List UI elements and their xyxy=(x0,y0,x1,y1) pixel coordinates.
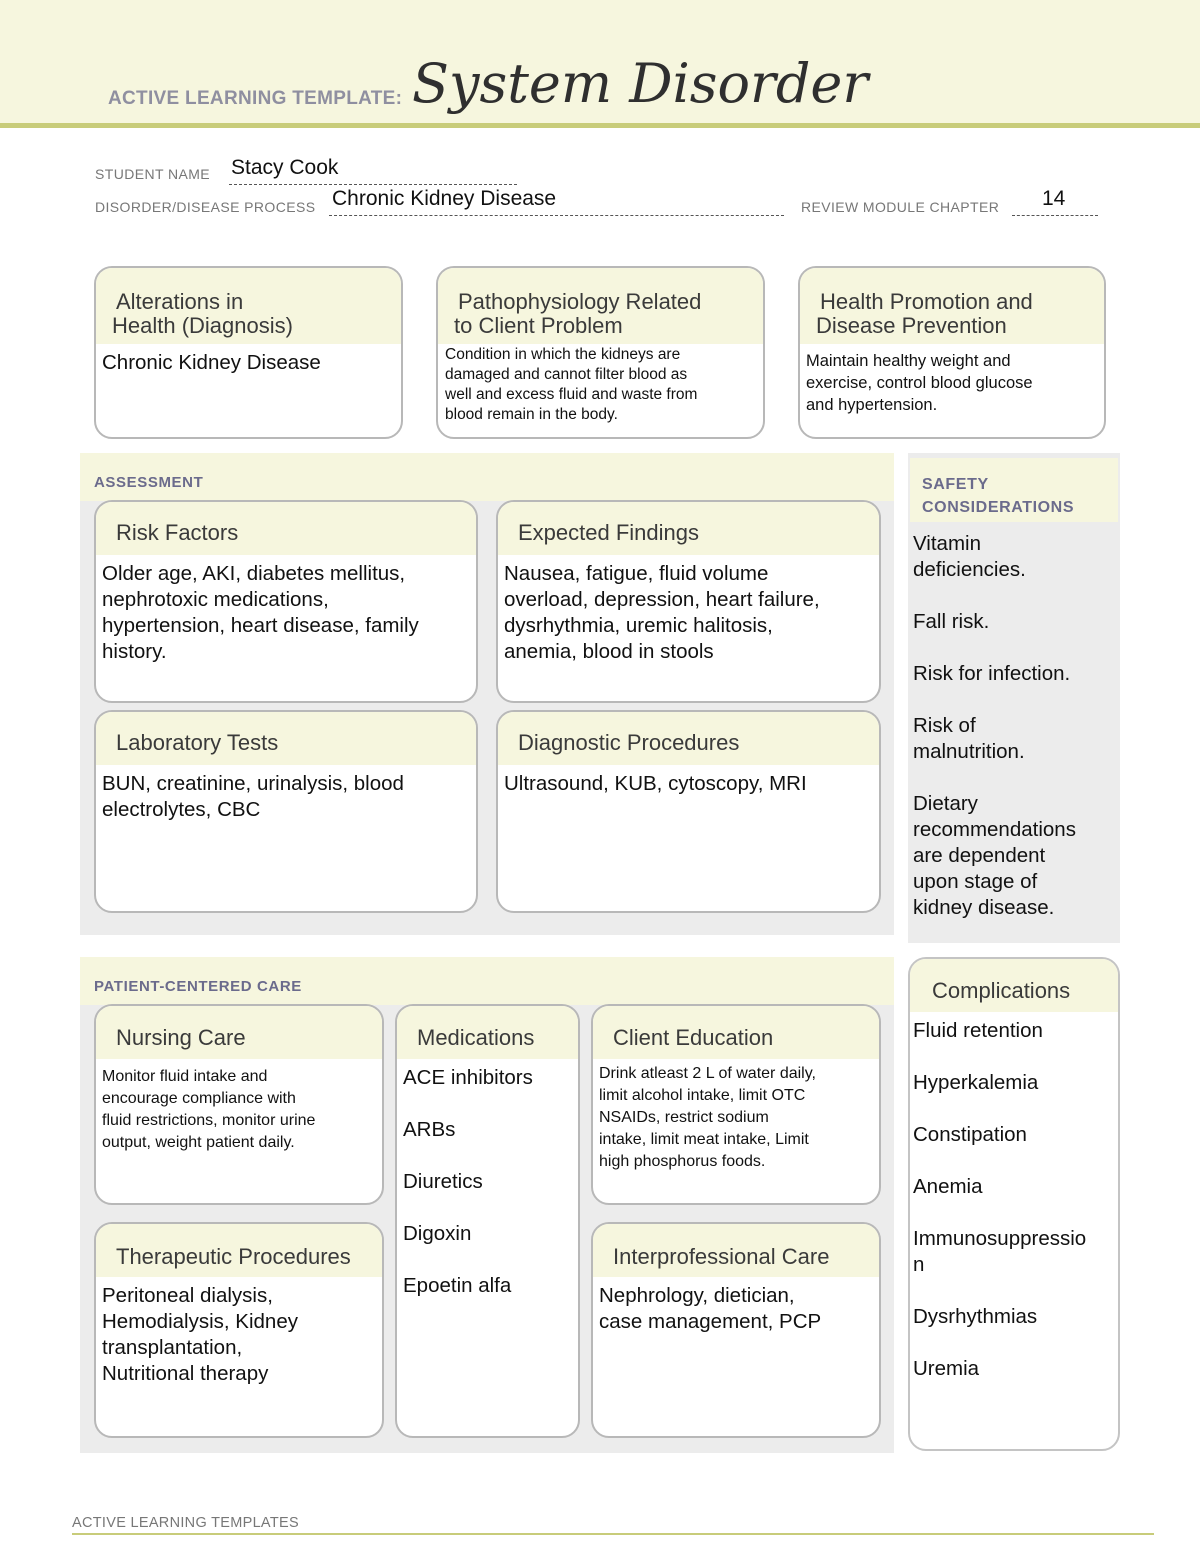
safety-item: kidney disease. xyxy=(913,896,1055,919)
alterations-title xyxy=(96,268,401,344)
therapeutic-procedures-body[interactable] xyxy=(96,1277,382,1387)
body-line: Monitor fluid intake and xyxy=(102,1068,268,1085)
risk-factors-box xyxy=(94,500,478,703)
therapeutic-procedures-box xyxy=(94,1222,384,1438)
body-line: Drink atleast 2 L of water daily, xyxy=(599,1065,816,1082)
chapter-value[interactable]: 14 xyxy=(1042,187,1066,210)
nursing-care-body[interactable] xyxy=(96,1059,382,1154)
safety-item: malnutrition. xyxy=(913,740,1025,763)
body-line: Nausea, fatigue, fluid volume xyxy=(504,562,769,585)
pathophysiology-title-line: Pathophysiology Related xyxy=(458,289,702,314)
body-line: Hemodialysis, Kidney xyxy=(102,1310,298,1333)
body-line: limit alcohol intake, limit OTC xyxy=(599,1087,806,1104)
health-promotion-box xyxy=(798,266,1106,439)
medications-box xyxy=(395,1004,580,1438)
health-promotion-body[interactable] xyxy=(800,344,1104,416)
body-line: overload, depression, heart failure, xyxy=(504,588,820,611)
complication-item: Anemia xyxy=(913,1175,983,1198)
safety-body[interactable] xyxy=(913,531,1113,921)
pathophysiology-title xyxy=(438,268,763,344)
body-line: nephrotoxic medications, xyxy=(102,588,329,611)
template-label: ACTIVE LEARNING TEMPLATE: xyxy=(108,88,403,109)
medications-title: Medications xyxy=(397,1006,578,1059)
safety-title-line: CONSIDERATIONS xyxy=(922,499,1075,516)
student-name-value[interactable]: Stacy Cook xyxy=(231,156,339,179)
body-line: and hypertension. xyxy=(806,396,938,414)
complication-item: Hyperkalemia xyxy=(913,1071,1039,1094)
footer-rule xyxy=(72,1533,1154,1535)
student-name-label: STUDENT NAME xyxy=(95,166,210,182)
alterations-box xyxy=(94,266,403,439)
body-line: intake, limit meat intake, Limit xyxy=(599,1131,809,1148)
spacer xyxy=(913,1330,1112,1356)
complications-body[interactable] xyxy=(910,1012,1118,1382)
complications-title: Complications xyxy=(910,959,1118,1012)
spacer xyxy=(913,583,1113,609)
body-line: NSAIDs, restrict sodium xyxy=(599,1109,769,1126)
interprofessional-care-box xyxy=(591,1222,881,1438)
spacer xyxy=(913,687,1113,713)
body-line: high phosphorus foods. xyxy=(599,1153,766,1170)
safety-title-line: SAFETY xyxy=(922,476,989,493)
complication-item: Constipation xyxy=(913,1123,1027,1146)
expected-findings-box xyxy=(496,500,881,703)
client-education-body[interactable] xyxy=(593,1059,879,1173)
chapter-label: REVIEW MODULE CHAPTER xyxy=(801,199,1000,215)
diagnostic-procedures-body[interactable] xyxy=(498,765,879,797)
interprofessional-care-body[interactable] xyxy=(593,1277,879,1335)
medication-item: ARBs xyxy=(403,1118,456,1141)
complication-item: Immunosuppressio xyxy=(913,1227,1087,1250)
expected-findings-body[interactable] xyxy=(498,555,879,665)
spacer xyxy=(403,1143,572,1169)
body-line: BUN, creatinine, urinalysis, blood xyxy=(102,772,404,795)
pathophysiology-box xyxy=(436,266,765,439)
health-promotion-title xyxy=(800,268,1104,344)
body-line: Older age, AKI, diabetes mellitus, xyxy=(102,562,406,585)
expected-findings-title: Expected Findings xyxy=(498,502,879,555)
medication-item: Epoetin alfa xyxy=(403,1274,512,1297)
health-promotion-title-line: Health Promotion and xyxy=(820,289,1033,314)
body-line: exercise, control blood glucose xyxy=(806,374,1033,392)
spacer xyxy=(403,1195,572,1221)
client-education-title: Client Education xyxy=(593,1006,879,1059)
body-line: well and excess fluid and waste from xyxy=(445,386,698,403)
body-line: output, weight patient daily. xyxy=(102,1134,295,1151)
body-line: history. xyxy=(102,640,167,663)
chapter-underline xyxy=(1012,215,1098,216)
laboratory-tests-title: Laboratory Tests xyxy=(96,712,476,765)
complication-item: Fluid retention xyxy=(913,1019,1043,1042)
body-line: electrolytes, CBC xyxy=(102,798,261,821)
body-line: dysrhythmia, uremic halitosis, xyxy=(504,614,773,637)
safety-title xyxy=(922,473,1074,519)
alterations-body[interactable]: Chronic Kidney Disease xyxy=(102,351,321,374)
header-rule xyxy=(0,123,1200,128)
spacer xyxy=(913,1278,1112,1304)
template-title: System Disorder xyxy=(412,52,869,115)
safety-item: are dependent xyxy=(913,844,1046,867)
safety-item: Vitamin xyxy=(913,532,981,555)
diagnostic-procedures-title: Diagnostic Procedures xyxy=(498,712,879,765)
laboratory-tests-box xyxy=(94,710,478,913)
complication-item: Dysrhythmias xyxy=(913,1305,1038,1328)
pcc-heading: PATIENT-CENTERED CARE xyxy=(94,978,302,995)
student-name-underline xyxy=(229,184,517,185)
safety-item: recommendations xyxy=(913,818,1076,841)
medications-body[interactable] xyxy=(397,1059,578,1299)
disorder-underline xyxy=(329,215,784,216)
health-promotion-title-line: Disease Prevention xyxy=(816,313,1007,338)
alterations-title-line: Alterations in xyxy=(116,289,244,314)
safety-item: Risk of xyxy=(913,714,976,737)
spacer xyxy=(913,635,1113,661)
pathophysiology-body[interactable] xyxy=(438,344,763,425)
body-line: fluid restrictions, monitor urine xyxy=(102,1112,316,1129)
body-line: hypertension, heart disease, family xyxy=(102,614,419,637)
body-line: case management, PCP xyxy=(599,1310,822,1333)
client-education-box xyxy=(591,1004,881,1205)
spacer xyxy=(913,1096,1112,1122)
alterations-title-line: Health (Diagnosis) xyxy=(112,313,293,338)
footer-text: ACTIVE LEARNING TEMPLATES xyxy=(72,1515,299,1531)
medication-item: Diuretics xyxy=(403,1170,483,1193)
safety-item: deficiencies. xyxy=(913,558,1026,581)
body-line: Ultrasound, KUB, cytoscopy, MRI xyxy=(504,772,807,795)
body-line: Nutritional therapy xyxy=(102,1362,269,1385)
diagnostic-procedures-box xyxy=(496,710,881,913)
assessment-heading: ASSESSMENT xyxy=(94,474,204,491)
nursing-care-title: Nursing Care xyxy=(96,1006,382,1059)
body-line: Maintain healthy weight and xyxy=(806,352,1011,370)
medication-item: Digoxin xyxy=(403,1222,472,1245)
safety-item: upon stage of xyxy=(913,870,1038,893)
spacer xyxy=(403,1091,572,1117)
pathophysiology-title-line: to Client Problem xyxy=(454,313,623,338)
risk-factors-title: Risk Factors xyxy=(96,502,476,555)
body-line: damaged and cannot filter blood as xyxy=(445,366,688,383)
disorder-label: DISORDER/DISEASE PROCESS xyxy=(95,199,316,215)
medication-item: ACE inhibitors xyxy=(403,1066,533,1089)
complication-item: n xyxy=(913,1253,925,1276)
laboratory-tests-body[interactable] xyxy=(96,765,476,823)
complication-item: Uremia xyxy=(913,1357,980,1380)
body-line: blood remain in the body. xyxy=(445,406,618,423)
disorder-value[interactable]: Chronic Kidney Disease xyxy=(332,187,557,210)
body-line: Peritoneal dialysis, xyxy=(102,1284,273,1307)
spacer xyxy=(913,1044,1112,1070)
risk-factors-body[interactable] xyxy=(96,555,476,665)
safety-item: Dietary xyxy=(913,792,978,815)
spacer xyxy=(913,765,1113,791)
spacer xyxy=(913,1148,1112,1174)
body-line: anemia, blood in stools xyxy=(504,640,714,663)
complications-box xyxy=(908,957,1120,1451)
body-line: Condition in which the kidneys are xyxy=(445,346,681,363)
therapeutic-procedures-title: Therapeutic Procedures xyxy=(96,1224,382,1277)
interprofessional-care-title: Interprofessional Care xyxy=(593,1224,879,1277)
spacer xyxy=(913,1200,1112,1226)
body-line: encourage compliance with xyxy=(102,1090,296,1107)
body-line: transplantation, xyxy=(102,1336,243,1359)
nursing-care-box xyxy=(94,1004,384,1205)
body-line: Nephrology, dietician, xyxy=(599,1284,795,1307)
spacer xyxy=(403,1247,572,1273)
safety-item: Fall risk. xyxy=(913,610,990,633)
safety-item: Risk for infection. xyxy=(913,662,1071,685)
